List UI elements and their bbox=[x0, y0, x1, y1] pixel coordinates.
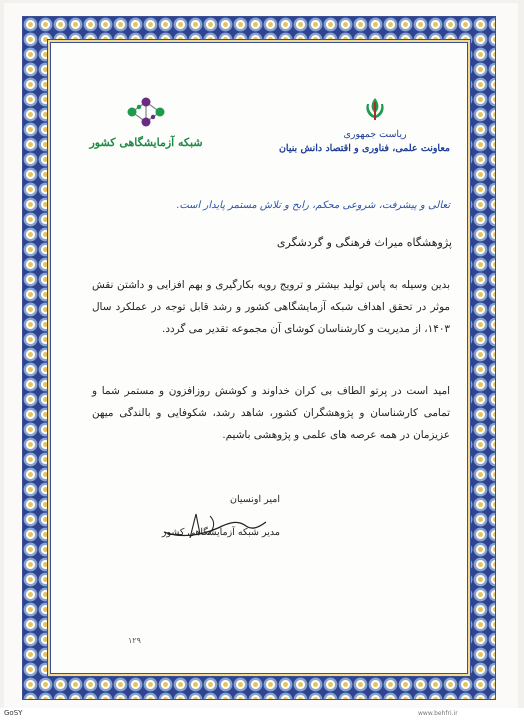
hope-paragraph: امید است در پرتو الطاف بی کران خداوند و کوشش روزافزون و مستمر شما و تمامی کارشناسان و پژوهشگران کشور، شاهد رشد، شکوفایی و بالندگی میهن عزیزمان در همه عرصه های علمی و پژوهشی باشیم. bbox=[92, 385, 450, 441]
vice-presidency-logo bbox=[278, 96, 450, 154]
network-name: شبکه آزمایشگاهی کشور bbox=[89, 136, 203, 149]
presidency-label: ریاست جمهوری bbox=[343, 129, 407, 140]
footer-code: GoSY bbox=[4, 709, 23, 717]
appreciation-paragraph: بدین وسیله به پاس تولید بیشتر و ترویج رویه بکارگیری و بهم افزایی و داشتن نقش موثر در تحقق اهداف شبکه آزمایشگاهی کشور و رشد قابل توجه در عملکرد سال ۱۴۰۳، از مدیریت و کارشناسان کوشای آن مجموعه تقدیر می گردد. bbox=[92, 279, 450, 335]
signatory-title: مدیر شبکه آزمایشگاهی کشور bbox=[161, 527, 280, 538]
footer-url: www.behfri.ir bbox=[418, 710, 458, 717]
network-logo bbox=[86, 94, 206, 149]
signature-block bbox=[150, 494, 280, 538]
iran-emblem-icon bbox=[362, 96, 388, 124]
motto-text: تعالی و پیشرفت، شروعی محکم، رابح و تلاش مستمر پایدار است. bbox=[176, 200, 450, 211]
molecule-logo-icon bbox=[124, 94, 168, 130]
document-number: ۱۲۹ bbox=[128, 636, 141, 645]
vice-presidency-label: معاونت علمی، فناوری و اقتصاد دانش بنیان bbox=[278, 143, 450, 154]
signatory-name: امیر اونسیان bbox=[230, 494, 280, 505]
recipient-name: پژوهشگاه میراث فرهنگی و گردشگری bbox=[276, 236, 452, 249]
